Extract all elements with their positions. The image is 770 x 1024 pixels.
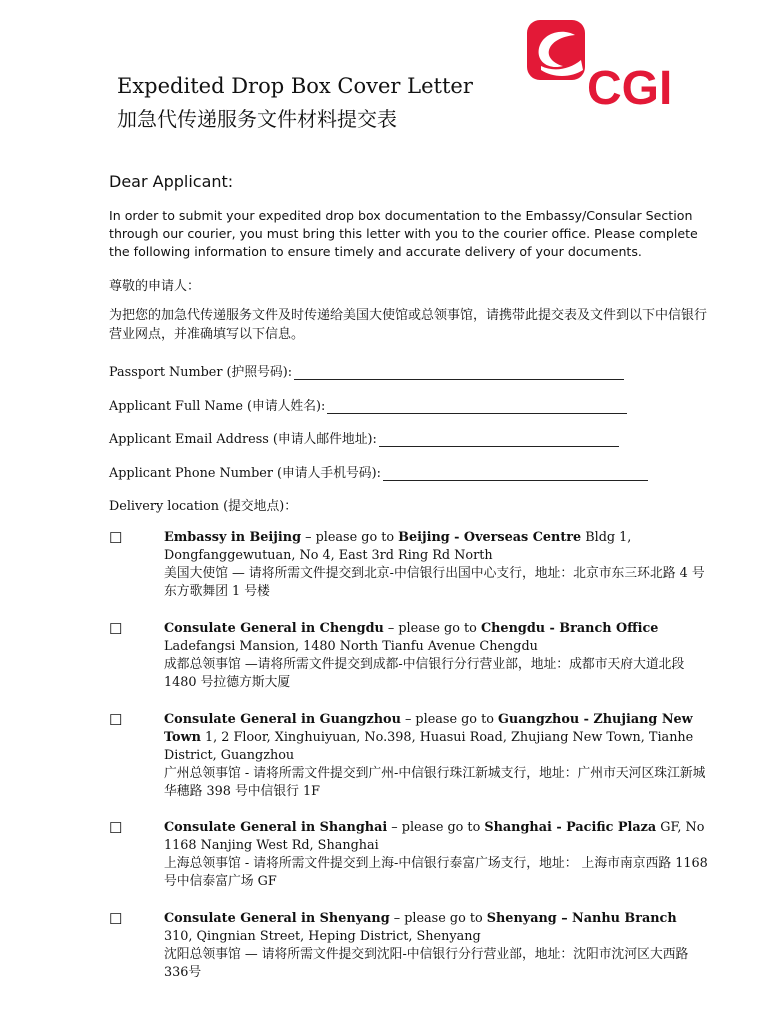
delivery-location-label: Delivery location (提交地点)： [109, 499, 298, 514]
option-text: Consulate General in Shanghai – please go to Shanghai - Pacific Plaza GF, No 1168 Nanjing West Rd, Shanghai 上海总领事馆 - 请将所需文件提交到上海-中信银行泰富广场支行，地址： 上海市南京西路 1168 号中信泰富广场 GF [164, 820, 708, 889]
phone-field [109, 462, 648, 481]
option-text: Consulate General in Chengdu – please go to Chengdu - Branch Office Ladefangsi Mansion, 1480 North Tianfu Avenue Chengdu 成都总领事馆 —请将所需文件提交到成都-中信银行分行营业部，地址：成都市天府大道北段 1480 号拉德方斯大厦 [164, 621, 685, 690]
phone-input-line[interactable] [383, 468, 648, 481]
full-name-field [109, 395, 627, 414]
greeting-chinese: 尊敬的申请人： [109, 279, 201, 294]
greeting: Dear Applicant: [109, 172, 234, 191]
email-input-line[interactable] [379, 434, 619, 447]
passport-field [109, 361, 624, 380]
page-title: Expedited Drop Box Cover Letter [117, 74, 473, 98]
phone-label: Applicant Phone Number (申请人手机号码): [109, 466, 381, 481]
option-text: Consulate General in Shenyang – please go to Shenyang – Nanhu Branch 310, Qingnian Street, Heping District, Shenyang 沈阳总领事馆 — 请将所需文件提交到沈阳-中信银行分行营业部，地址：沈阳市沈河区大西路336号 [164, 911, 689, 980]
svg-text:CGI: CGI [587, 62, 673, 106]
full-name-input-line[interactable] [327, 401, 627, 414]
passport-label: Passport Number (护照号码): [109, 365, 293, 380]
checkbox-guangzhou[interactable]: ☐ [109, 711, 123, 729]
checkbox-chengdu[interactable]: ☐ [109, 620, 123, 638]
passport-input-line[interactable] [294, 367, 624, 380]
intro-paragraph: In order to submit your expedited drop box documentation to the Embassy/Consular Section through our courier, you must bring this letter with you to the courier office. Please complete the following information to ensure timely and accurate delivery of your documents. [109, 208, 698, 259]
email-label: Applicant Email Address (申请人邮件地址): [109, 432, 377, 447]
checkbox-beijing[interactable]: ☐ [109, 529, 123, 547]
email-field [109, 428, 619, 447]
full-name-label: Applicant Full Name (申请人姓名): [109, 399, 326, 414]
cgi-logo [525, 20, 710, 106]
page-title-chinese: 加急代传递服务文件材料提交表 [117, 107, 397, 131]
checkbox-shenyang[interactable]: ☐ [109, 910, 123, 928]
intro-paragraph-chinese: 为把您的加急代传递服务文件及时传递给美国大使馆或总领事馆，请携带此提交表及文件到以下中信银行营业网点，并准确填写以下信息。 [109, 308, 708, 342]
option-text: Embassy in Beijing – please go to Beijing - Overseas Centre Bldg 1, Dongfanggewutuan, No 4, East 3rd Ring Rd North 美国大使馆 — 请将所需文件提交到北京-中信银行出国中心支行，地址：北京市东三环北路 4 号东方歌舞团 1 号楼 [164, 530, 705, 599]
checkbox-shanghai[interactable]: ☐ [109, 819, 123, 837]
option-text: Consulate General in Guangzhou – please go to Guangzhou - Zhujiang New Town 1, 2 Floor, Xinghuiyuan, No.398, Huasui Road, Zhujiang New Town, Tianhe District, Guangzhou 广州总领事馆 - 请将所需文件提交到广州-中信银行珠江新城支行，地址：广州市天河区珠江新城华穗路 398 号中信银行 1F [164, 712, 706, 799]
